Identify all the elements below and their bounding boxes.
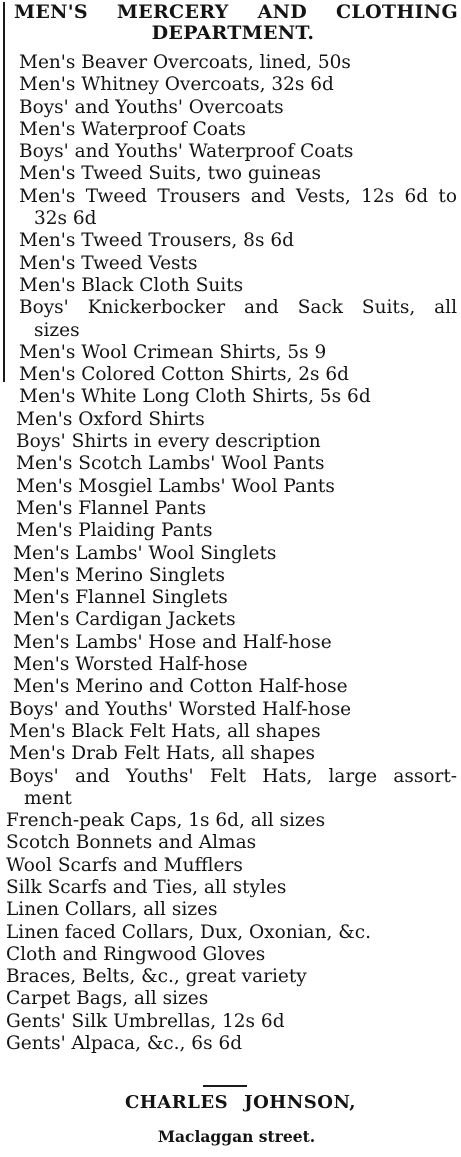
list-item-line-2: 32s 6d (34, 208, 97, 230)
list-item-line-2: ment (24, 787, 72, 809)
list-item: Wool Scarfs and Mufflers (6, 854, 243, 876)
list-item: Boys' Shirts in every description (16, 431, 321, 453)
list-item: Men's Tweed Suits, two guineas (19, 163, 321, 185)
list-item: Men's Mosgiel Lambs' Wool Pants (16, 475, 335, 497)
divider-rule (203, 1085, 247, 1087)
list-item: Boys' and Youths' Overcoats (19, 96, 284, 118)
item-list (0, 52, 461, 1055)
list-item: Men's Lambs' Hose and Half-hose (13, 631, 332, 653)
list-item: Men's Beaver Overcoats, lined, 50s (19, 52, 351, 73)
list-item: Boys' and Youths' Worsted Half-hose (9, 698, 352, 720)
list-item (0, 297, 461, 342)
list-item: Linen faced Collars, Dux, Oxonian, &c. (6, 921, 371, 943)
list-item: Gents' Alpaca, &c., 6s 6d (6, 1033, 243, 1055)
list-item-line-1: Men's Tweed Trousers and Vests, 12s 6d to (19, 185, 457, 207)
list-item-line-1: Boys' Knickerbocker and Sack Suits, all (19, 297, 457, 319)
list-item: Men's Tweed Vests (19, 252, 198, 274)
list-item: Boys' and Youths' Waterproof Coats (19, 141, 354, 163)
list-item: Braces, Belts, &c., great variety (6, 966, 307, 988)
department-heading (8, 2, 458, 44)
list-item: Men's Flannel Pants (16, 497, 207, 519)
list-item: Men's Whitney Overcoats, 32s 6d (19, 74, 334, 96)
list-item: Men's Waterproof Coats (19, 118, 246, 140)
list-item-line-2: sizes (34, 319, 80, 341)
list-item: Men's Merino Singlets (13, 564, 225, 586)
heading-line-2: DEPARTMENT. (151, 22, 315, 44)
list-item (0, 186, 461, 231)
list-item: Carpet Bags, all sizes (6, 988, 209, 1010)
list-item: Men's Black Cloth Suits (19, 274, 244, 296)
list-item: Silk Scarfs and Ties, all styles (6, 876, 287, 898)
list-item: Men's Tweed Trousers, 8s 6d (19, 230, 294, 252)
list-item: Men's Black Felt Hats, all shapes (9, 720, 321, 742)
list-item: French-peak Caps, 1s 6d, all sizes (6, 810, 326, 832)
list-item: Men's Lambs' Wool Singlets (13, 542, 277, 564)
signer-first-name: CHARLES (124, 1092, 229, 1113)
list-item: Scotch Bonnets and Almas (6, 832, 257, 854)
list-item: Men's Drab Felt Hats, all shapes (9, 743, 316, 765)
signer-last-name: JOHNSON, (244, 1092, 357, 1113)
list-item: Men's Cardigan Jackets (13, 609, 236, 631)
list-item: Cloth and Ringwood Gloves (6, 943, 266, 965)
list-item: Men's Flannel Singlets (13, 587, 228, 609)
list-item: Men's Wool Crimean Shirts, 5s 9 (19, 341, 327, 363)
list-item: Men's Worsted Half-hose (13, 654, 248, 676)
list-item (0, 766, 461, 811)
signer-name (0, 1092, 461, 1113)
list-item: Men's Merino and Cotton Half-hose (13, 676, 348, 698)
list-item: Men's Plaiding Pants (16, 520, 213, 542)
list-item: Linen Collars, all sizes (6, 899, 218, 921)
list-item-line-1: Boys' and Youths' Felt Hats, large assort- (9, 765, 457, 787)
heading-line-1: MEN'S MERCERY AND CLOTHING (14, 1, 458, 23)
list-item: Men's White Long Cloth Shirts, 5s 6d (19, 386, 371, 408)
list-item: Gents' Silk Umbrellas, 12s 6d (6, 1010, 285, 1032)
list-item: Men's Scotch Lambs' Wool Pants (16, 453, 325, 475)
list-item: Men's Colored Cotton Shirts, 2s 6d (19, 364, 350, 386)
list-item: Men's Oxford Shirts (16, 408, 205, 430)
signer-address: Maclaggan street. (157, 1127, 316, 1146)
